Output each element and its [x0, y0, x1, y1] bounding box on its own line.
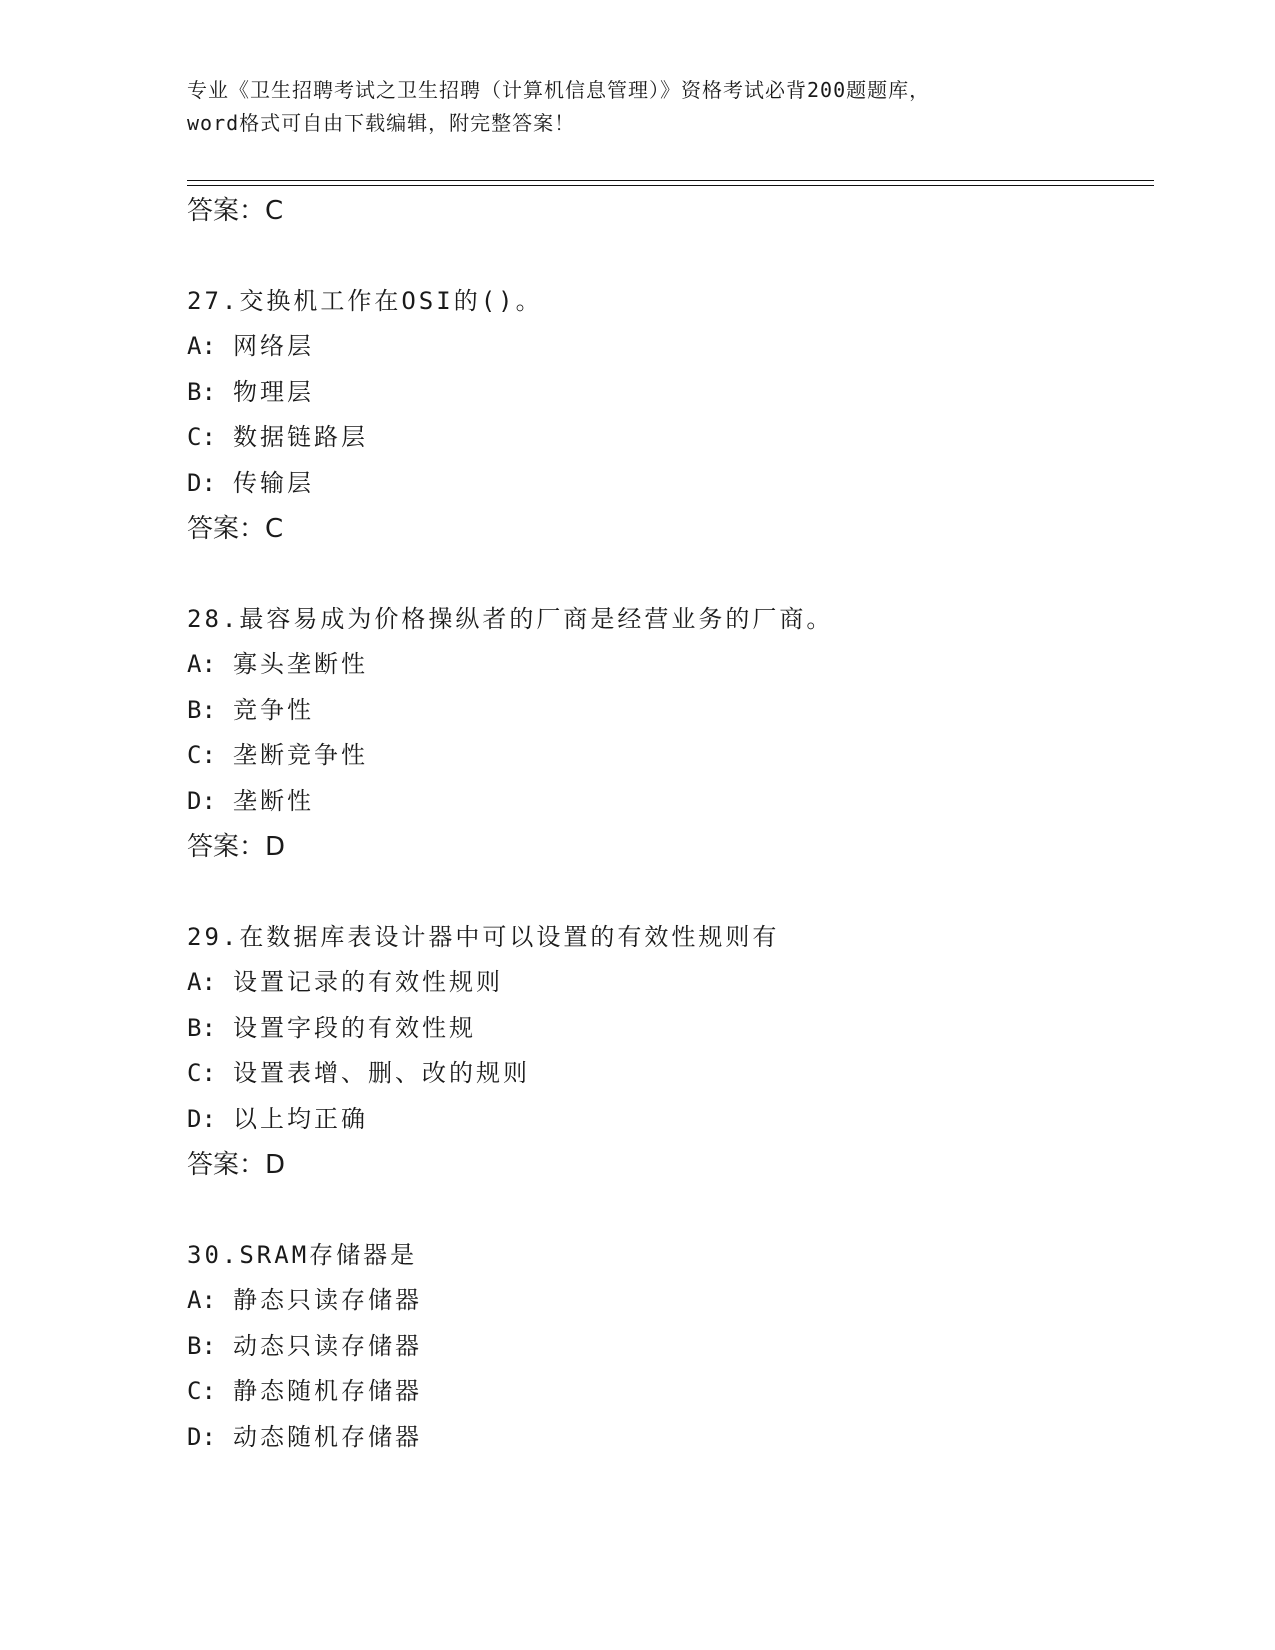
option-text: 物理层	[233, 377, 314, 406]
option-text: 竞争性	[233, 695, 314, 724]
option-text: 设置表增、删、改的规则	[233, 1059, 530, 1087]
option-29-d	[187, 1097, 1147, 1143]
header-divider-top	[187, 180, 1154, 181]
header-line-1: 专业《卫生招聘考试之卫生招聘（计算机信息管理）》资格考试必背200题题库，	[187, 78, 931, 102]
option-text: 网络层	[233, 332, 314, 360]
option-text: 垄断性	[233, 786, 314, 815]
option-text: 垄断竞争性	[233, 741, 368, 769]
option-text: 动态随机存储器	[233, 1422, 422, 1451]
option-letter: A:	[187, 968, 216, 996]
option-text: 数据链路层	[233, 423, 368, 451]
option-29-a	[187, 960, 1147, 1006]
previous-answer: 答案：C	[187, 196, 284, 226]
option-30-d	[187, 1415, 1147, 1461]
option-letter: D:	[187, 1422, 216, 1451]
document-header	[187, 74, 1087, 140]
option-letter: C:	[187, 423, 216, 451]
option-text: 传输层	[233, 468, 314, 497]
option-text: 静态随机存储器	[233, 1377, 422, 1405]
option-letter: A:	[187, 650, 216, 678]
option-text: 设置字段的有效性规	[233, 1013, 476, 1042]
option-29-c	[187, 1051, 1147, 1097]
option-letter: A:	[187, 1286, 216, 1314]
answer-28: 答案：D	[187, 832, 286, 862]
option-30-b	[187, 1324, 1147, 1370]
question-title-27: 27.交换机工作在OSI的()。	[187, 287, 543, 315]
option-text: 动态只读存储器	[233, 1331, 422, 1360]
option-letter: A:	[187, 332, 216, 360]
question-list	[187, 188, 1147, 1460]
option-letter: C:	[187, 741, 216, 769]
answer-29: 答案：D	[187, 1150, 286, 1180]
option-letter: B:	[187, 695, 216, 724]
option-text: 以上均正确	[233, 1104, 368, 1133]
answer-27: 答案：C	[187, 514, 284, 544]
option-letter: C:	[187, 1377, 216, 1405]
option-28-b	[187, 688, 1147, 734]
header-line-2: word格式可自由下载编辑，附完整答案！	[187, 111, 576, 135]
question-title-29: 29.在数据库表设计器中可以设置的有效性规则有	[187, 923, 780, 951]
question-title-28: 28.最容易成为价格操纵者的厂商是经营业务的厂商。	[187, 605, 834, 633]
option-letter: D:	[187, 468, 216, 497]
option-letter: B:	[187, 1331, 216, 1360]
option-letter: B:	[187, 377, 216, 406]
option-letter: D:	[187, 786, 216, 815]
option-28-a	[187, 642, 1147, 688]
option-letter: C:	[187, 1059, 216, 1087]
option-29-b	[187, 1006, 1147, 1052]
option-27-b	[187, 370, 1147, 416]
option-28-d	[187, 779, 1147, 825]
option-text: 寡头垄断性	[233, 650, 368, 678]
option-text: 设置记录的有效性规则	[233, 968, 503, 996]
option-27-a	[187, 324, 1147, 370]
option-text: 静态只读存储器	[233, 1286, 422, 1314]
option-letter: B:	[187, 1013, 216, 1042]
option-28-c	[187, 733, 1147, 779]
option-letter: D:	[187, 1104, 216, 1133]
option-30-a	[187, 1278, 1147, 1324]
option-27-c	[187, 415, 1147, 461]
header-divider-bottom	[187, 185, 1154, 186]
question-title-30: 30.SRAM存储器是	[187, 1241, 418, 1269]
option-27-d	[187, 461, 1147, 507]
option-30-c	[187, 1369, 1147, 1415]
